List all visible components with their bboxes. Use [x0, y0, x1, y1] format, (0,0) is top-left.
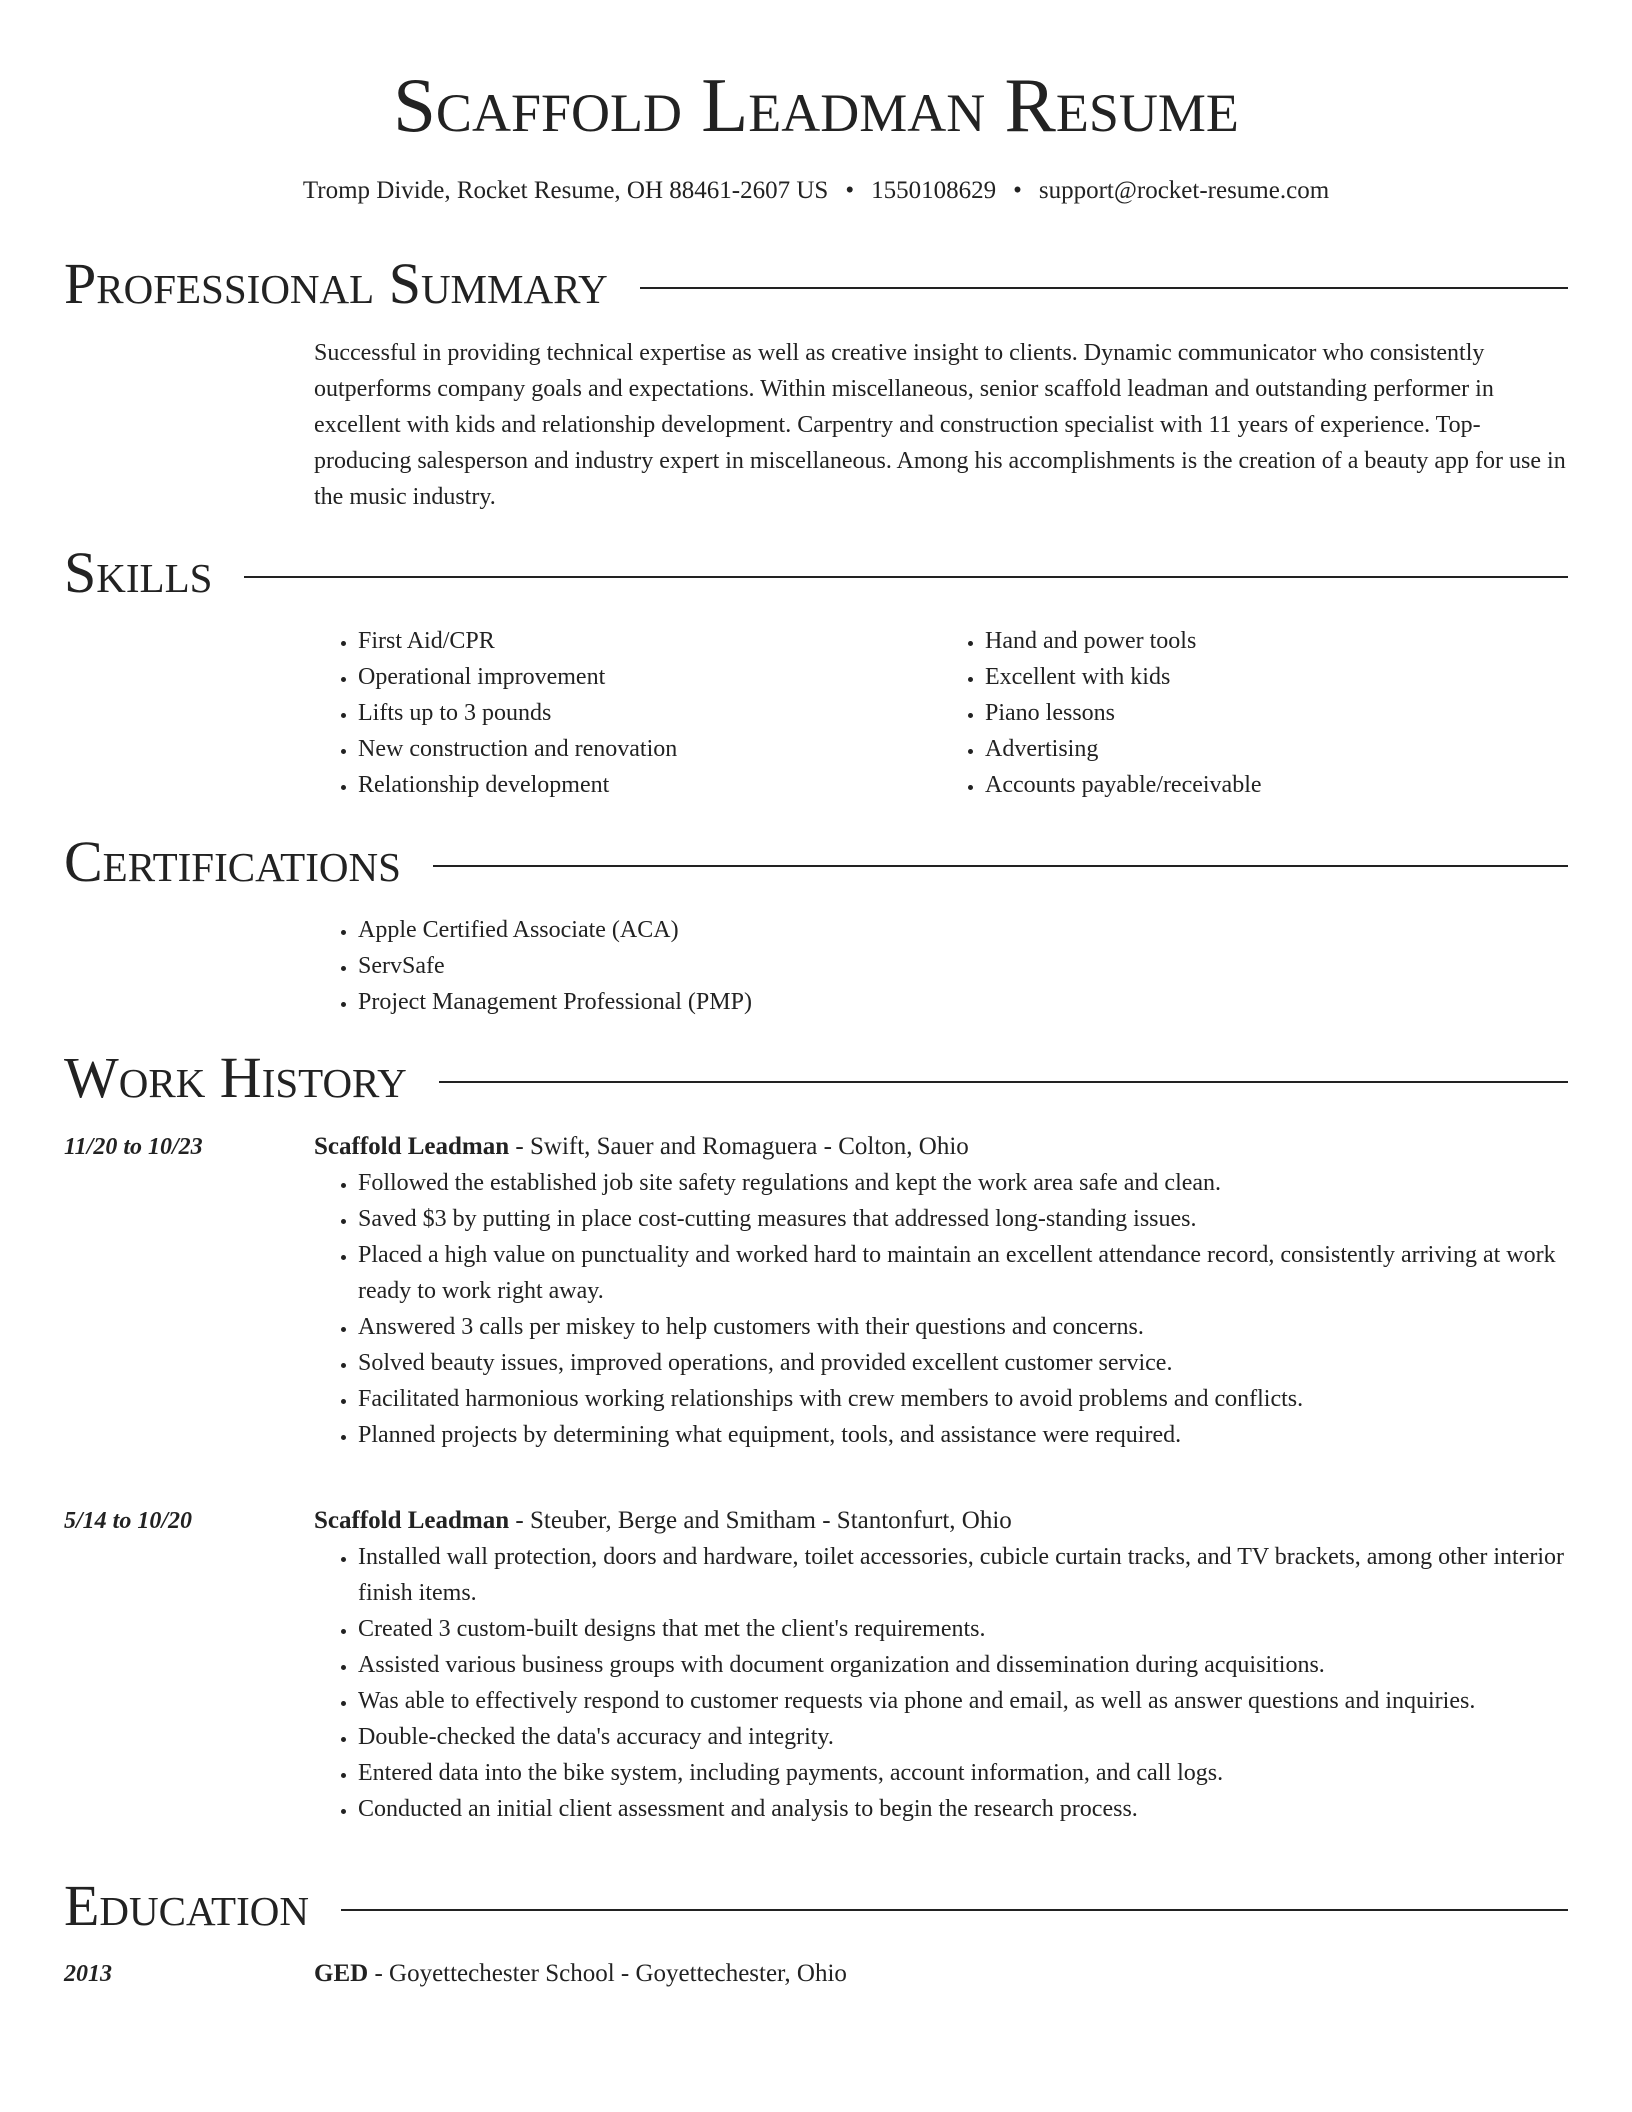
skill-item: • Accounts payable/receivable	[985, 767, 1568, 803]
work-heading: Work History	[64, 1045, 407, 1110]
job-duty-item: • Planned projects by determining what equipment, tools, and assistance were required.	[358, 1417, 1568, 1453]
job-duty-item: • Installed wall protection, doors and hardware, toilet accessories, cubicle curtain tracks, and TV brackets, among other interior finish items.	[358, 1539, 1568, 1611]
certifications-body	[314, 912, 1568, 1020]
skill-item: • Lifts up to 3 pounds	[358, 695, 941, 731]
skills-divider	[244, 576, 1568, 578]
education-degree: GED	[314, 1960, 369, 1987]
job-employer: - Steuber, Berge and Smitham - Stantonfurt, Ohio	[509, 1507, 1012, 1534]
skill-item: • Excellent with kids	[985, 659, 1568, 695]
resume-title: Scaffold Leadman Resume	[393, 62, 1239, 148]
job-duty-item: • Created 3 custom-built designs that met the client's requirements.	[358, 1611, 1568, 1647]
summary-section-header	[64, 251, 1568, 317]
job-duty-item: • Saved $3 by putting in place cost-cutting measures that addressed long-standing issues.	[358, 1201, 1568, 1237]
skill-item: • Hand and power tools	[985, 623, 1568, 659]
certification-item: • ServSafe	[358, 948, 1568, 984]
certifications-list	[314, 912, 1568, 1020]
job-header	[314, 1503, 1568, 1539]
education-heading: Education	[64, 1873, 309, 1938]
job-duty-item: • Solved beauty issues, improved operations, and provided excellent customer service.	[358, 1345, 1568, 1381]
job-entry	[314, 1503, 1568, 1827]
education-section-header	[64, 1873, 1568, 1939]
contact-line	[0, 174, 1632, 208]
work-divider	[439, 1081, 1568, 1083]
contact-separator: •	[1013, 177, 1022, 204]
job-duty-item: • Conducted an initial client assessment and analysis to begin the research process.	[358, 1791, 1568, 1827]
skill-item: • First Aid/CPR	[358, 623, 941, 659]
job-duty-item: • Double-checked the data's accuracy and integrity.	[358, 1719, 1568, 1755]
skill-item: • Advertising	[985, 731, 1568, 767]
skills-list-left	[314, 623, 941, 803]
job-duty-item: • Entered data into the bike system, including payments, account information, and call logs.	[358, 1755, 1568, 1791]
certification-item: • Apple Certified Associate (ACA)	[358, 912, 1568, 948]
job-entry	[314, 1129, 1568, 1453]
certification-item: • Project Management Professional (PMP)	[358, 984, 1568, 1020]
summary-body	[314, 335, 1568, 515]
job-duty-item: • Followed the established job site safety regulations and kept the work area safe and clean.	[358, 1165, 1568, 1201]
certifications-heading: Certifications	[64, 829, 401, 894]
job-duty-item: • Was able to effectively respond to customer requests via phone and email, as well as answer questions and inquiries.	[358, 1683, 1568, 1719]
skills-heading: Skills	[64, 540, 213, 605]
skills-section-header	[64, 540, 1568, 606]
work-section-header	[64, 1045, 1568, 1111]
education-header	[314, 1956, 1568, 1992]
contact-email: support@rocket-resume.com	[1038, 177, 1330, 204]
job-title: Scaffold Leadman	[314, 1507, 510, 1534]
education-divider	[341, 1909, 1568, 1911]
job-dates: 11/20 to 10/23	[64, 1134, 203, 1160]
skill-item: • New construction and renovation	[358, 731, 941, 767]
job-duties-list	[314, 1165, 1568, 1453]
education-school: - Goyettechester School - Goyettechester, Ohio	[368, 1960, 847, 1987]
education-year: 2013	[64, 1961, 112, 1987]
education-entry	[314, 1956, 1568, 1992]
job-duty-item: • Assisted various business groups with document organization and dissemination during acquisitions.	[358, 1647, 1568, 1683]
summary-divider	[640, 287, 1568, 289]
job-duties-list	[314, 1539, 1568, 1827]
summary-text: Successful in providing technical expertise as well as creative insight to clients. Dynamic communicator who consistently outperforms company goals and expectations. Within miscellaneous, senior scaffold leadman and outstanding performer in excellent with kids and relationship development. Carpentry and construction specialist with 11 years of experience. Top-producing salesperson and industry expert in miscellaneous. Among his accomplishments is the creation of a beauty app for use in the music industry.	[314, 340, 1566, 510]
contact-phone: 1550108629	[871, 177, 997, 204]
summary-heading: Professional Summary	[64, 251, 608, 316]
contact-separator: •	[845, 177, 855, 204]
job-duty-item: • Facilitated harmonious working relationships with crew members to avoid problems and conflicts.	[358, 1381, 1568, 1417]
contact-address: Tromp Divide, Rocket Resume, OH 88461-2607 US	[302, 177, 829, 204]
job-title: Scaffold Leadman	[314, 1133, 510, 1160]
skill-item: • Relationship development	[358, 767, 941, 803]
skills-grid	[314, 623, 1568, 803]
job-duty-item: • Placed a high value on punctuality and worked hard to maintain an excellent attendance record, consistently arriving at work ready to work right away.	[358, 1237, 1568, 1309]
job-header	[314, 1129, 1568, 1165]
certifications-section-header	[64, 829, 1568, 895]
certifications-divider	[433, 865, 1568, 867]
job-duty-item: • Answered 3 calls per miskey to help customers with their questions and concerns.	[358, 1309, 1568, 1345]
skill-item: • Operational improvement	[358, 659, 941, 695]
skill-item: • Piano lessons	[985, 695, 1568, 731]
job-employer: - Swift, Sauer and Romaguera - Colton, Ohio	[509, 1133, 969, 1160]
skills-list-right	[941, 623, 1568, 803]
job-dates: 5/14 to 10/20	[64, 1508, 193, 1534]
